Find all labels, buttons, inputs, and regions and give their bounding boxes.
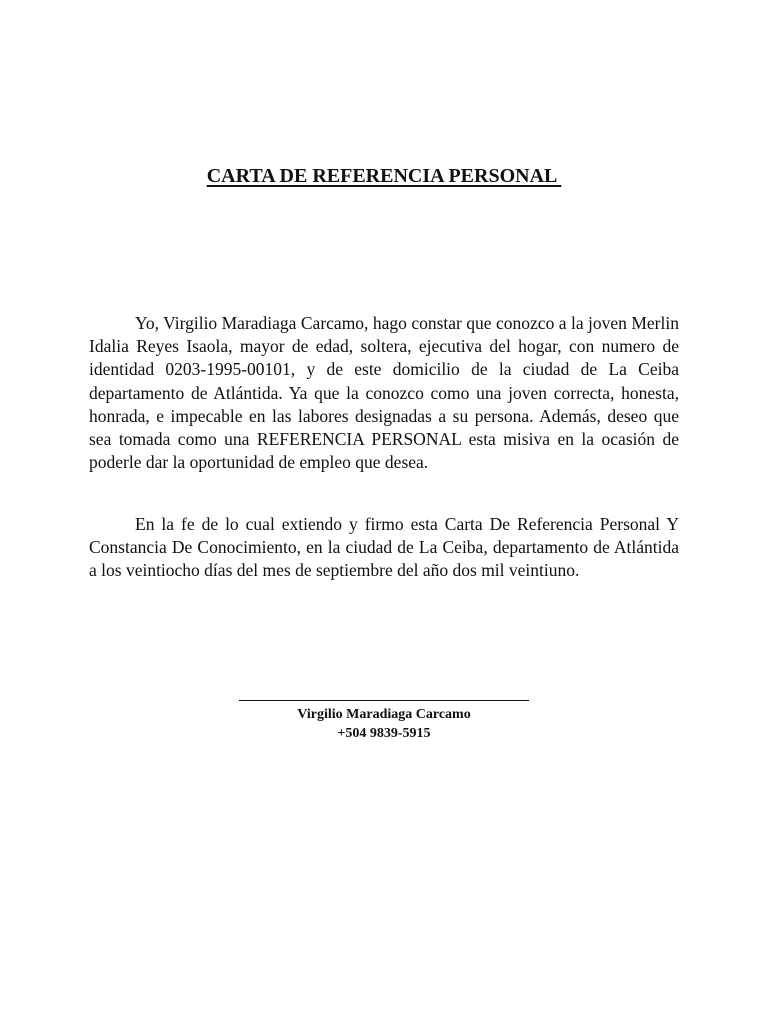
document-title-text: CARTA DE REFERENCIA PERSONAL bbox=[206, 165, 562, 187]
signature-block bbox=[239, 700, 529, 743]
signature-line bbox=[239, 700, 529, 701]
body-paragraph-2: En la fe de lo cual extiendo y firmo esta Carta De Referencia Personal Y Constancia De Conocimiento, en la ciudad de La Ceiba, departamento de Atlántida a los veintiocho días del mes de septiembre del año dos mil veintiuno. bbox=[89, 514, 679, 581]
body-paragraph-1: Yo, Virgilio Maradiaga Carcamo, hago constar que conozco a la joven Merlin Idalia Reyes Isaola, mayor de edad, soltera, ejecutiva del hogar, con numero de identidad 0203-1995-00101, y de este domicilio de la ciudad de La Ceiba departamento de Atlántida. Ya que la conozco como una joven correcta, honesta, honrada, e impecable en las labores designadas a su persona. Además, deseo que sea tomada como una REFERENCIA PERSONAL esta misiva en la ocasión de poderle dar la oportunidad de empleo que desea. bbox=[89, 313, 679, 473]
signer-phone: +504 9839-5915 bbox=[337, 726, 431, 741]
document-title bbox=[0, 163, 768, 189]
signer-name: Virgilio Maradiaga Carcamo bbox=[297, 707, 471, 722]
